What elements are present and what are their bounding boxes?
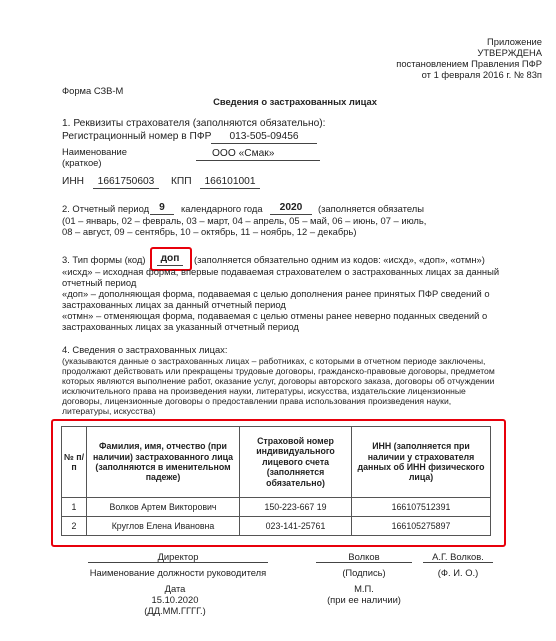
form-type-line: «доп» – дополняющая форма, подаваемая с целью дополнения ранее принятых ПФР сведений о: [62, 288, 490, 299]
cell-fullname: Волков Артем Викторович: [87, 498, 240, 517]
approval-line: постановлением Правления ПФР: [396, 58, 542, 69]
period-between: календарного года: [181, 203, 263, 214]
signer-fullname: А.Г. Волков.: [423, 551, 493, 563]
date-format: (ДД.ММ.ГГГГ.): [144, 605, 206, 616]
date-label: Дата: [164, 583, 186, 594]
form-type-line: «исхд» – исходная форма, впервые подаваемая страхователем о застрахованных лицах за данный: [62, 266, 500, 277]
section4-heading: 4. Сведения о застрахованных лицах:: [62, 344, 228, 355]
col-header-inn: ИНН (заполняется при наличии у страхователя данных об ИНН физического лица): [352, 427, 491, 498]
inn-label: ИНН: [62, 176, 85, 187]
period-month: 9: [150, 202, 174, 215]
section1-heading: 1. Реквизиты страхователя (заполняются обязательно):: [62, 118, 326, 129]
table-row: [62, 517, 491, 536]
period-codes-line: (01 – январь, 02 – февраль, 03 – март, 04 – апрель, 05 – май, 06 – июнь, 07 – июль,: [62, 215, 427, 226]
insured-persons-table: [61, 426, 491, 536]
period-year: 2020: [270, 202, 312, 215]
form-type-line: застрахованных лицах за указанный отчетный период: [62, 321, 299, 332]
section4-line: исключительного права на произведения науки, литературы, искусства, издательские лицензионные: [62, 386, 466, 396]
approval-line: УТВЕРЖДЕНА: [477, 47, 542, 58]
cell-snils: 150-223-667 19: [240, 498, 352, 517]
form-type-line: «отмн» – отменяющая форма, подаваемая с целью отмены ранее неверно поданных сведений о: [62, 310, 488, 321]
approval-line: Приложение: [487, 36, 542, 47]
section4-line: литературы, искусства): [62, 406, 156, 416]
cell-snils: 023-141-25761: [240, 517, 352, 536]
form-type-line: отчетный период: [62, 277, 137, 288]
stamp-label: М.П.: [354, 583, 374, 594]
period-note: (заполняется обязателы: [318, 203, 424, 214]
col-header-number: № п/п: [62, 427, 87, 498]
stamp-caption: (при ее наличии): [327, 594, 401, 605]
col-header-fullname: Фамилия, имя, отчество (при наличии) застрахованного лица (заполняются в именительном падеже): [87, 427, 240, 498]
form-type-note: (заполняется обязательно одним из кодов: «исхд», «доп», «отмн»): [194, 254, 485, 265]
document-title: Сведения о застрахованных лицах: [213, 96, 377, 107]
form-type-line: застрахованных лицах за данный отчетный период: [62, 299, 286, 310]
approval-line: от 1 февраля 2016 г. № 83п: [421, 69, 542, 80]
org-name-value: ООО «Смак»: [196, 148, 320, 161]
form-type-code: доп: [157, 253, 183, 266]
fullname-caption: (Ф. И. О.): [437, 567, 479, 578]
period-codes-line: 08 – август, 09 – сентябрь, 10 – октябрь, 11 – ноябрь, 12 – декабрь): [62, 226, 357, 237]
cell-inn: 166107512391: [352, 498, 491, 517]
cell-number: 2: [62, 517, 87, 536]
section4-line: (указываются данные о застрахованных лицах – работниках, с которыми в отчетном периоде заключены,: [62, 356, 486, 366]
section4-line: договоры, лицензионные договоры о предоставлении права использования произведения науки,: [62, 396, 452, 406]
table-row: [62, 498, 491, 517]
approval-block: [322, 36, 542, 80]
cell-inn: 166105275897: [352, 517, 491, 536]
section4-line: продолжают действовать или прекращены трудовые договоры, гражданско-правовые договоры, предметом: [62, 366, 495, 376]
form-code: Форма СЗВ-М: [62, 85, 124, 96]
table-header-row: [62, 427, 491, 498]
form-type-label: 3. Тип формы (код): [62, 254, 146, 265]
signer-signature: Волков: [316, 551, 412, 563]
reg-number-label: Регистрационный номер в ПФР: [62, 131, 212, 142]
kpp-label: КПП: [171, 176, 192, 187]
signer-position: Директор: [88, 551, 268, 563]
period-label: 2. Отчетный период: [62, 203, 150, 214]
org-name-label: Наименование: [62, 146, 127, 157]
kpp-value: 166101001: [200, 176, 260, 189]
signature-caption: (Подпись): [342, 567, 386, 578]
signer-position-caption: Наименование должности руководителя: [89, 567, 267, 578]
date-value: 15.10.2020: [151, 594, 199, 605]
inn-value: 1661750603: [93, 176, 159, 189]
reg-number-value: 013-505-09456: [211, 131, 317, 144]
cell-fullname: Круглов Елена Ивановна: [87, 517, 240, 536]
section4-line: которых являются выполнение работ, оказание услуг, договоры авторского заказа, договоры об отчуждении: [62, 376, 495, 386]
col-header-snils: Страховой номер индивидуального лицевого счета (заполняется обязательно): [240, 427, 352, 498]
cell-number: 1: [62, 498, 87, 517]
org-name-label-short: (краткое): [62, 157, 102, 168]
